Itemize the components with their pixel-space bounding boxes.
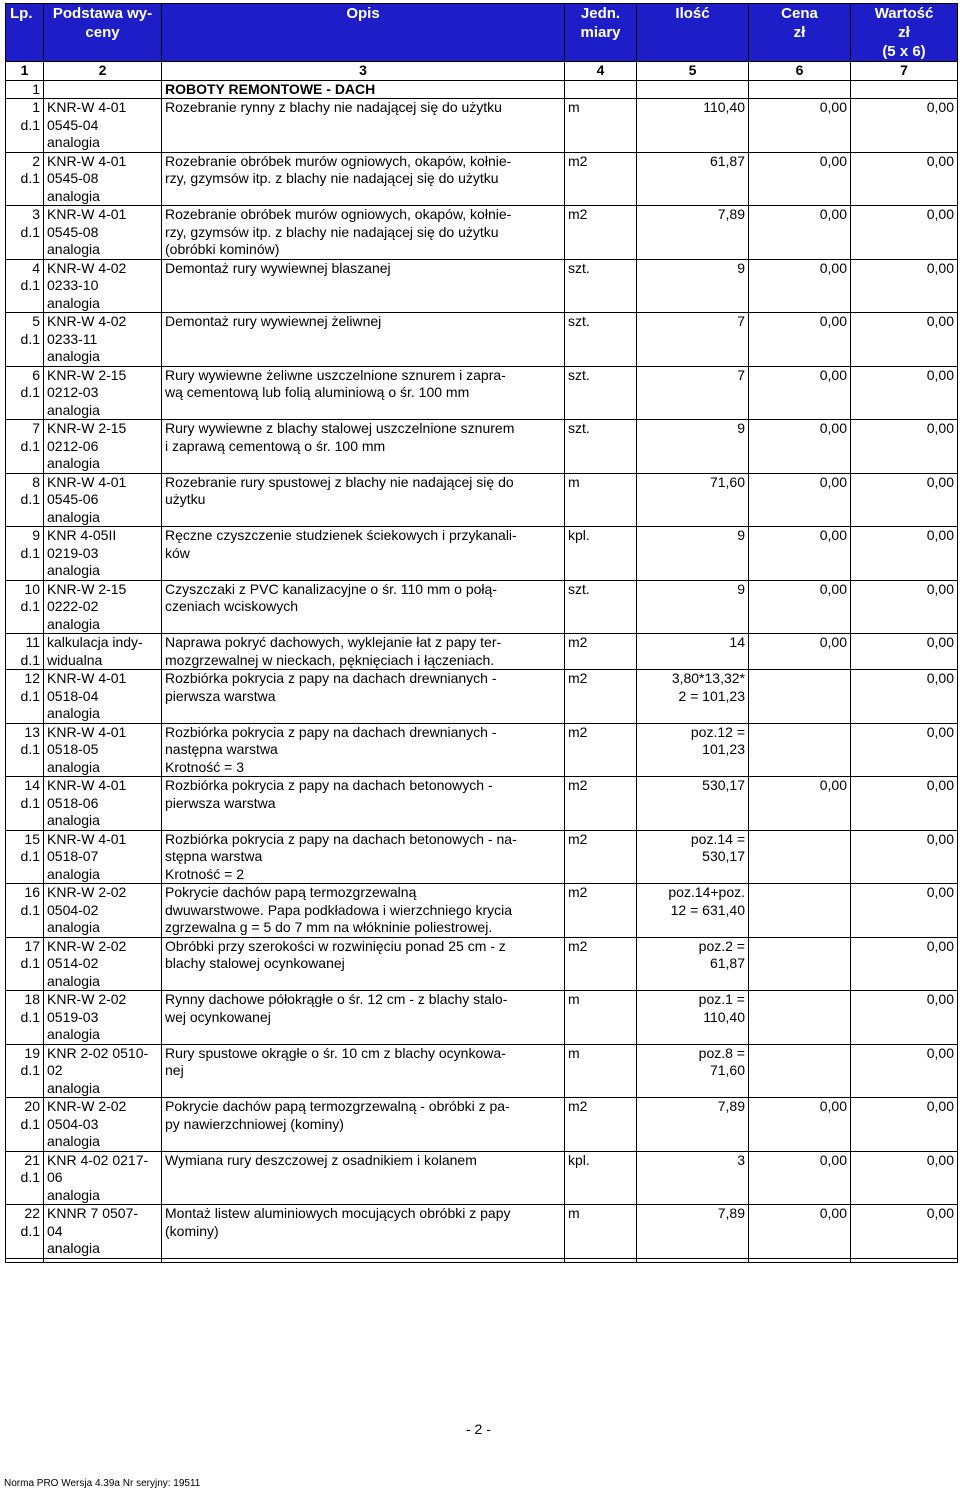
item-description: Czyszczaki z PVC kanalizacyjne o śr. 110 mm o połą- czeniach wciskowych [162, 580, 565, 634]
header-wartosc: Wartość zł (5 x 6) [851, 4, 958, 62]
table-row [6, 937, 958, 991]
item-unit: m2 [565, 723, 637, 777]
item-quantity: 7 [637, 313, 749, 367]
page-number: - 2 - [466, 1421, 491, 1437]
item-unit: m2 [565, 830, 637, 884]
item-unit: m2 [565, 634, 637, 670]
item-price [749, 830, 851, 884]
item-quantity: poz.2 = 61,87 [637, 937, 749, 991]
item-basis: KNR 4-05II 0219-03 analogia [44, 527, 162, 581]
item-price: 0,00 [749, 634, 851, 670]
table-row [6, 420, 958, 474]
item-unit: m [565, 473, 637, 527]
column-number-row [6, 62, 958, 81]
spacer-cell [851, 1258, 958, 1262]
item-basis: KNR-W 4-02 0233-11 analogia [44, 313, 162, 367]
item-basis: KNR-W 4-01 0545-06 analogia [44, 473, 162, 527]
section-title: ROBOTY REMONTOWE - DACH [162, 80, 565, 99]
item-description: Demontaż rury wywiewnej żeliwnej [162, 313, 565, 367]
item-basis: KNR-W 2-02 0519-03 analogia [44, 991, 162, 1045]
item-quantity: poz.14+poz. 12 = 631,40 [637, 884, 749, 938]
section-empty-cell [749, 80, 851, 99]
item-price [749, 884, 851, 938]
item-basis: KNNR 7 0507- 04 analogia [44, 1205, 162, 1259]
table-row [6, 991, 958, 1045]
item-basis: KNR-W 4-01 0518-04 analogia [44, 670, 162, 724]
item-lp: 16 d.1 [6, 884, 44, 938]
item-value: 0,00 [851, 1205, 958, 1259]
item-basis: KNR-W 2-02 0504-02 analogia [44, 884, 162, 938]
item-value: 0,00 [851, 937, 958, 991]
column-number: 1 [6, 62, 44, 81]
item-quantity: 9 [637, 420, 749, 474]
item-unit: m [565, 99, 637, 153]
item-price: 0,00 [749, 313, 851, 367]
item-lp: 21 d.1 [6, 1151, 44, 1205]
table-row [6, 206, 958, 260]
item-unit: m2 [565, 937, 637, 991]
section-empty-cell [44, 80, 162, 99]
item-lp: 13 d.1 [6, 723, 44, 777]
item-quantity: 7 [637, 366, 749, 420]
column-number: 6 [749, 62, 851, 81]
item-unit: m2 [565, 152, 637, 206]
item-unit: szt. [565, 313, 637, 367]
item-unit: m2 [565, 206, 637, 260]
item-description: Rozebranie rury spustowej z blachy nie nadającej się do użytku [162, 473, 565, 527]
item-quantity: 9 [637, 580, 749, 634]
item-basis: KNR 2-02 0510- 02 analogia [44, 1044, 162, 1098]
column-number: 3 [162, 62, 565, 81]
item-value: 0,00 [851, 580, 958, 634]
item-lp: 17 d.1 [6, 937, 44, 991]
item-lp: 8 d.1 [6, 473, 44, 527]
item-lp: 5 d.1 [6, 313, 44, 367]
item-lp: 1 d.1 [6, 99, 44, 153]
item-description: Rozbiórka pokrycia z papy na dachach drewnianych - pierwsza warstwa [162, 670, 565, 724]
item-value: 0,00 [851, 473, 958, 527]
header-jm: Jedn. miary [565, 4, 637, 62]
item-value: 0,00 [851, 1044, 958, 1098]
column-number: 7 [851, 62, 958, 81]
item-price [749, 723, 851, 777]
item-unit: m [565, 1044, 637, 1098]
spacer-cell [565, 1258, 637, 1262]
item-description: Obróbki przy szerokości w rozwinięciu ponad 25 cm - z blachy stalowej ocynkowanej [162, 937, 565, 991]
item-quantity: 9 [637, 527, 749, 581]
table-row [6, 527, 958, 581]
item-basis: KNR-W 4-01 0518-05 analogia [44, 723, 162, 777]
item-lp: 7 d.1 [6, 420, 44, 474]
section-empty-cell [851, 80, 958, 99]
item-lp: 12 d.1 [6, 670, 44, 724]
item-quantity: 530,17 [637, 777, 749, 831]
item-lp: 14 d.1 [6, 777, 44, 831]
item-basis: KNR-W 4-01 0545-08 analogia [44, 152, 162, 206]
item-price: 0,00 [749, 366, 851, 420]
section-row [6, 80, 958, 99]
item-basis: kalkulacja indy- widualna [44, 634, 162, 670]
item-value: 0,00 [851, 420, 958, 474]
item-value: 0,00 [851, 366, 958, 420]
item-price: 0,00 [749, 527, 851, 581]
item-value: 0,00 [851, 884, 958, 938]
item-unit: m [565, 991, 637, 1045]
item-price: 0,00 [749, 580, 851, 634]
table-bottom-spacer [6, 1258, 958, 1262]
table-row [6, 884, 958, 938]
table-row [6, 1098, 958, 1152]
item-price: 0,00 [749, 1098, 851, 1152]
item-price [749, 937, 851, 991]
table-row [6, 1205, 958, 1259]
item-value: 0,00 [851, 99, 958, 153]
item-lp: 20 d.1 [6, 1098, 44, 1152]
table-row [6, 777, 958, 831]
item-price: 0,00 [749, 473, 851, 527]
item-description: Demontaż rury wywiewnej blaszanej [162, 259, 565, 313]
item-lp: 10 d.1 [6, 580, 44, 634]
column-number: 4 [565, 62, 637, 81]
item-description: Rury spustowe okrągłe o śr. 10 cm z blachy ocynkowa- nej [162, 1044, 565, 1098]
item-description: Pokrycie dachów papą termozgrzewalną dwuwarstwowe. Papa podkładowa i wierzchniego krycia zgrzewalna g = 5 do 7 mm na włókninie poliestrowej. [162, 884, 565, 938]
item-quantity: 9 [637, 259, 749, 313]
item-lp: 3 d.1 [6, 206, 44, 260]
item-lp: 6 d.1 [6, 366, 44, 420]
table-row [6, 723, 958, 777]
item-price: 0,00 [749, 206, 851, 260]
item-unit: szt. [565, 259, 637, 313]
header-opis: Opis [162, 4, 565, 62]
footer-text: Norma PRO Wersja 4.39a Nr seryjny: 19511 [4, 1478, 201, 1489]
item-value: 0,00 [851, 1098, 958, 1152]
item-price: 0,00 [749, 1205, 851, 1259]
spacer-cell [6, 1258, 44, 1262]
item-lp: 9 d.1 [6, 527, 44, 581]
table-row [6, 830, 958, 884]
item-unit: kpl. [565, 1151, 637, 1205]
item-basis: KNR-W 2-15 0212-06 analogia [44, 420, 162, 474]
item-unit: m2 [565, 670, 637, 724]
item-quantity: poz.1 = 110,40 [637, 991, 749, 1045]
item-lp: 15 d.1 [6, 830, 44, 884]
item-basis: KNR-W 4-01 0518-06 analogia [44, 777, 162, 831]
table-row [6, 670, 958, 724]
header-lp: Lp. [6, 4, 44, 62]
section-empty-cell [565, 80, 637, 99]
item-description: Wymiana rury deszczowej z osadnikiem i kolanem [162, 1151, 565, 1205]
item-value: 0,00 [851, 1151, 958, 1205]
item-description: Rozebranie rynny z blachy nie nadającej się do użytku [162, 99, 565, 153]
header-podstawa: Podstawa wy- ceny [44, 4, 162, 62]
item-basis: KNR-W 2-15 0222-02 analogia [44, 580, 162, 634]
item-unit: m [565, 1205, 637, 1259]
spacer-cell [637, 1258, 749, 1262]
header-cena: Cena zł [749, 4, 851, 62]
item-value: 0,00 [851, 991, 958, 1045]
item-value: 0,00 [851, 723, 958, 777]
item-basis: KNR-W 4-02 0233-10 analogia [44, 259, 162, 313]
item-basis: KNR-W 4-01 0545-04 analogia [44, 99, 162, 153]
item-quantity: poz.14 = 530,17 [637, 830, 749, 884]
item-value: 0,00 [851, 670, 958, 724]
item-basis: KNR 4-02 0217- 06 analogia [44, 1151, 162, 1205]
item-value: 0,00 [851, 152, 958, 206]
item-quantity: 3 [637, 1151, 749, 1205]
item-basis: KNR-W 2-02 0514-02 analogia [44, 937, 162, 991]
item-unit: szt. [565, 366, 637, 420]
table-row [6, 259, 958, 313]
item-price: 0,00 [749, 99, 851, 153]
item-description: Montaż listew aluminiowych mocujących obróbki z papy (kominy) [162, 1205, 565, 1259]
item-unit: szt. [565, 420, 637, 474]
item-quantity: 14 [637, 634, 749, 670]
item-quantity: 61,87 [637, 152, 749, 206]
item-lp: 11 d.1 [6, 634, 44, 670]
item-value: 0,00 [851, 777, 958, 831]
item-lp: 19 d.1 [6, 1044, 44, 1098]
item-quantity: 3,80*13,32* 2 = 101,23 [637, 670, 749, 724]
item-quantity: 71,60 [637, 473, 749, 527]
cost-estimate-table [5, 3, 958, 1263]
item-lp: 22 d.1 [6, 1205, 44, 1259]
table-row [6, 473, 958, 527]
item-value: 0,00 [851, 206, 958, 260]
item-description: Pokrycie dachów papą termozgrzewalną - obróbki z pa- py nawierzchniowej (kominy) [162, 1098, 565, 1152]
item-price: 0,00 [749, 259, 851, 313]
item-unit: m2 [565, 777, 637, 831]
item-value: 0,00 [851, 830, 958, 884]
item-description: Rozebranie obróbek murów ogniowych, okapów, kołnie- rzy, gzymsów itp. z blachy nie nadającej się do użytku [162, 152, 565, 206]
item-description: Rury wywiewne żeliwne uszczelnione sznurem i zapra- wą cementową lub folią aluminiową o śr. 100 mm [162, 366, 565, 420]
item-unit: m2 [565, 1098, 637, 1152]
item-value: 0,00 [851, 634, 958, 670]
table-header-row [6, 4, 958, 62]
item-description: Rury wywiewne z blachy stalowej uszczelnione sznurem i zaprawą cementową o śr. 100 mm [162, 420, 565, 474]
spacer-cell [44, 1258, 162, 1262]
header-ilosc: Ilość [637, 4, 749, 62]
item-description: Rynny dachowe półokrągłe o śr. 12 cm - z blachy stalo- wej ocynkowanej [162, 991, 565, 1045]
item-unit: kpl. [565, 527, 637, 581]
item-price [749, 991, 851, 1045]
item-price [749, 670, 851, 724]
item-quantity: 7,89 [637, 1098, 749, 1152]
item-basis: KNR-W 2-15 0212-03 analogia [44, 366, 162, 420]
item-lp: 2 d.1 [6, 152, 44, 206]
item-price: 0,00 [749, 152, 851, 206]
item-price: 0,00 [749, 420, 851, 474]
table-row [6, 152, 958, 206]
item-basis: KNR-W 4-01 0518-07 analogia [44, 830, 162, 884]
item-lp: 18 d.1 [6, 991, 44, 1045]
section-lp: 1 [6, 80, 44, 99]
item-price [749, 1044, 851, 1098]
item-basis: KNR-W 2-02 0504-03 analogia [44, 1098, 162, 1152]
item-description: Naprawa pokryć dachowych, wyklejanie łat z papy ter- mozgrzewalnej w nieckach, pęknięciach i łączeniach. [162, 634, 565, 670]
item-description: Rozbiórka pokrycia z papy na dachach betonowych - pierwsza warstwa [162, 777, 565, 831]
item-quantity: poz.12 = 101,23 [637, 723, 749, 777]
item-value: 0,00 [851, 527, 958, 581]
item-price: 0,00 [749, 777, 851, 831]
column-number: 2 [44, 62, 162, 81]
table-row [6, 580, 958, 634]
item-description: Rozbiórka pokrycia z papy na dachach betonowych - na- stępna warstwa Krotność = 2 [162, 830, 565, 884]
section-empty-cell [637, 80, 749, 99]
table-row [6, 1151, 958, 1205]
item-description: Ręczne czyszczenie studzienek ściekowych i przykanali- ków [162, 527, 565, 581]
item-value: 0,00 [851, 259, 958, 313]
table-row [6, 366, 958, 420]
item-unit: m2 [565, 884, 637, 938]
item-price: 0,00 [749, 1151, 851, 1205]
table-row [6, 99, 958, 153]
item-lp: 4 d.1 [6, 259, 44, 313]
item-quantity: 7,89 [637, 1205, 749, 1259]
item-quantity: 7,89 [637, 206, 749, 260]
item-description: Rozebranie obróbek murów ogniowych, okapów, kołnie- rzy, gzymsów itp. z blachy nie nadającej się do użytku (obróbki kominów) [162, 206, 565, 260]
item-description: Rozbiórka pokrycia z papy na dachach drewnianych - następna warstwa Krotność = 3 [162, 723, 565, 777]
spacer-cell [162, 1258, 565, 1262]
table-row [6, 1044, 958, 1098]
column-number: 5 [637, 62, 749, 81]
spacer-cell [749, 1258, 851, 1262]
item-quantity: 110,40 [637, 99, 749, 153]
item-quantity: poz.8 = 71,60 [637, 1044, 749, 1098]
table-row [6, 634, 958, 670]
item-value: 0,00 [851, 313, 958, 367]
table-row [6, 313, 958, 367]
item-basis: KNR-W 4-01 0545-08 analogia [44, 206, 162, 260]
item-unit: szt. [565, 580, 637, 634]
